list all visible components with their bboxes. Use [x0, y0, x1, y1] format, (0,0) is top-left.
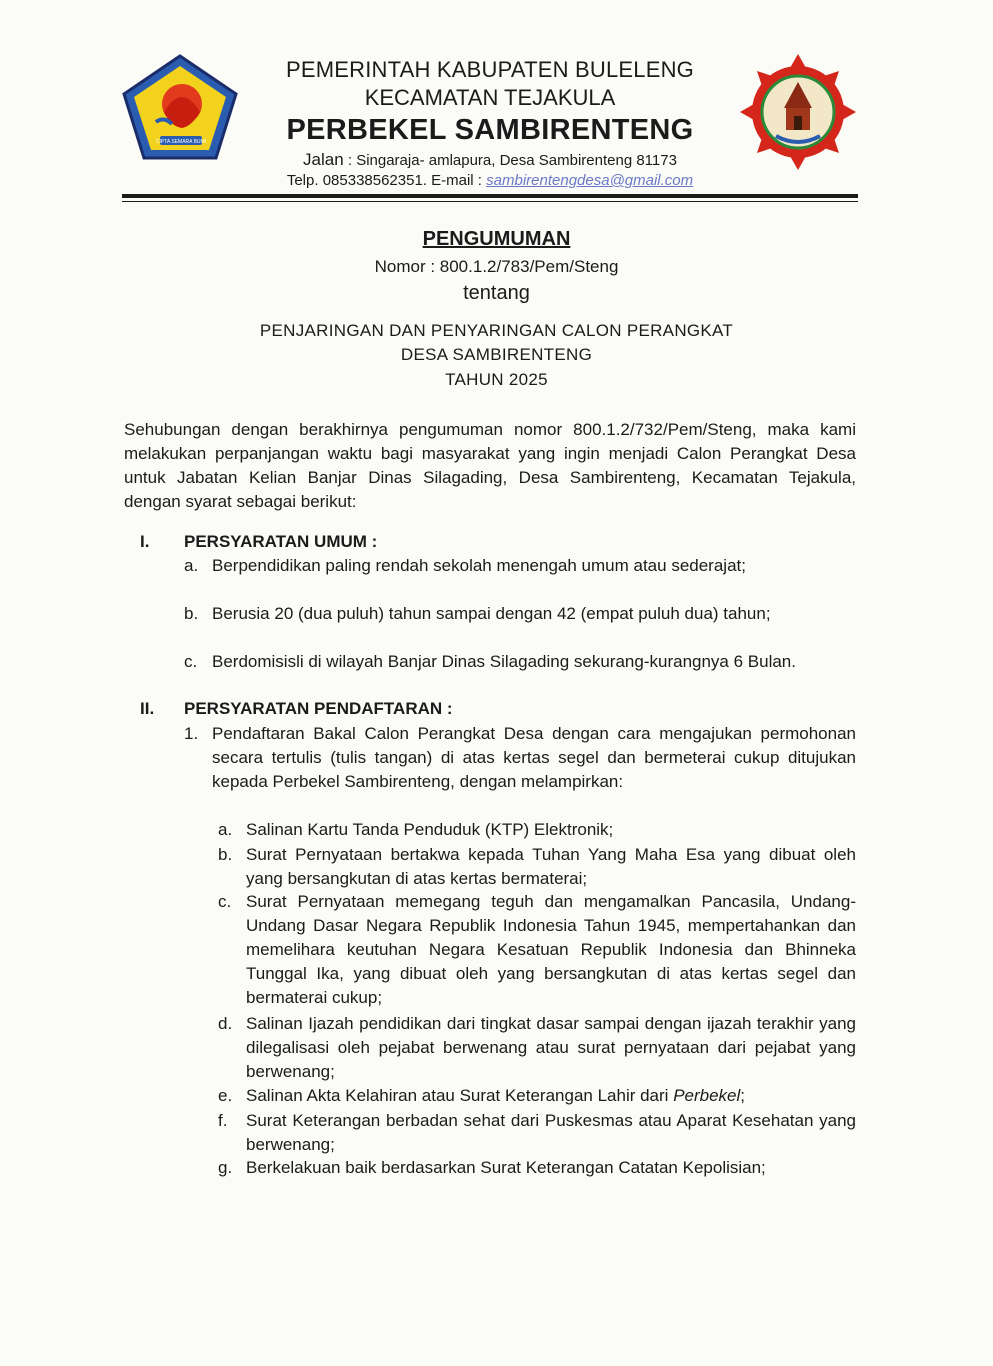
list-item-label: c. — [184, 652, 198, 671]
subject-line-2: DESA SAMBIRENTENG — [400, 345, 593, 364]
announcement-heading: PENGUMUMAN — [422, 228, 571, 250]
sublist-item — [246, 1084, 856, 1108]
address — [250, 150, 730, 171]
address-text: : Singaraja- amlapura, Desa Sambirenteng 81173 — [343, 152, 677, 169]
letterhead-rule-thin — [122, 201, 858, 202]
sublist-item: Salinan Kartu Tanda Penduduk (KTP) Elektronik; — [246, 820, 614, 839]
section-2-number: II. — [140, 699, 155, 718]
svg-text:CIPTA SEMARA BUMI: CIPTA SEMARA BUMI — [155, 139, 207, 145]
list-item: Berdomisisli di wilayah Banjar Dinas Silagading sekurang-kurangnya 6 Bulan. — [212, 652, 796, 671]
district-name: KECAMATAN TEJAKULA — [364, 85, 616, 110]
sublist-item-label: c. — [218, 892, 232, 911]
phone-text: Telp. 085338562351. E-mail : — [286, 172, 487, 189]
sublist-item-label: f. — [218, 1111, 228, 1130]
section-1-number: I. — [140, 532, 150, 551]
list-item: Pendaftaran Bakal Calon Perangkat Desa dengan cara mengajukan permohonan secara tertulis (tulis tangan) di atas kertas segel dan bermeterai cukup ditujukan kepada Perbekel Sambirenteng, dengan melampirkan: — [212, 724, 856, 791]
sublist-item-label: b. — [218, 845, 233, 864]
section-1-title: PERSYARATAN UMUM : — [184, 532, 378, 551]
intro-paragraph: Sehubungan dengan berakhirnya pengumuman nomor 800.1.2/732/Pem/Steng, maka kami melakukan perpanjangan waktu bagi masyarakat yang ingin menjadi Calon Perangkat Desa untuk Jabatan Kelian Banjar Dinas Silagading, Desa Sambirenteng, Kecamatan Tejakula, dengan syarat sebagai berikut: — [124, 420, 856, 511]
sublist-item-emphasis: Perbekel — [673, 1086, 741, 1105]
email-link[interactable]: sambirentengdesa@gmail.com — [486, 172, 694, 189]
list-item-label: a. — [184, 556, 199, 575]
sublist-item: Salinan Ijazah pendidikan dari tingkat dasar sampai dengan ijazah terakhir yang dilegalisasi oleh pejabat berwenang atau surat pernyataan dari pejabat yang berwenang; — [246, 1014, 856, 1081]
buleleng-regency-logo — [120, 52, 240, 164]
subject-line-3: TAHUN 2025 — [445, 370, 548, 389]
list-item-label: b. — [184, 604, 199, 623]
sublist-item-label: d. — [218, 1014, 233, 1033]
list-item: Berpendidikan paling rendah sekolah menengah umum atau sederajat; — [212, 556, 746, 575]
sublist-item-text-end: ; — [740, 1086, 746, 1105]
announcement-number: Nomor : 800.1.2/783/Pem/Steng — [374, 257, 619, 276]
sublist-item: Surat Keterangan berbadan sehat dari Puskesmas atau Aparat Kesehatan yang berwenang; — [246, 1111, 856, 1154]
sublist-item: Surat Pernyataan bertakwa kepada Tuhan Yang Maha Esa yang dibuat oleh yang bersangkutan di atas kertas bermaterai; — [246, 845, 856, 888]
sambirenteng-village-logo — [738, 52, 858, 172]
letterhead — [250, 56, 730, 191]
sublist-item: Berkelakuan baik berdasarkan Surat Keterangan Catatan Kepolisian; — [246, 1158, 766, 1177]
office-name: PERBEKEL SAMBIRENTENG — [286, 114, 694, 146]
sublist-item-label: e. — [218, 1086, 233, 1105]
sublist-item-label: a. — [218, 820, 233, 839]
announcement-about: tentang — [463, 282, 530, 304]
sublist-item-label: g. — [218, 1158, 233, 1177]
letterhead-rule-thick — [122, 194, 858, 198]
government-name: PEMERINTAH KABUPATEN BULELENG — [286, 57, 694, 82]
list-item-label: 1. — [184, 724, 199, 743]
contact-line — [250, 171, 730, 191]
address-label: Jalan — [303, 150, 344, 169]
subject-line-1: PENJARINGAN DAN PENYARINGAN CALON PERANGKAT — [259, 321, 734, 340]
sublist-item-text: Salinan Akta Kelahiran atau Surat Keterangan Lahir dari — [246, 1086, 674, 1105]
section-2-title: PERSYARATAN PENDAFTARAN : — [184, 699, 453, 718]
sublist-item: Surat Pernyataan memegang teguh dan mengamalkan Pancasila, Undang-Undang Dasar Negara Republik Indonesia Tahun 1945, mempertahankan dan memelihara keutuhan Negara Kesatuan Republik Indonesia dan Bhinneka Tunggal Ika, yang dibuat oleh yang bersangkutan di atas kertas segel dan bermaterai cukup; — [246, 892, 856, 1007]
list-item: Berusia 20 (dua puluh) tahun sampai dengan 42 (empat puluh dua) tahun; — [212, 604, 771, 623]
